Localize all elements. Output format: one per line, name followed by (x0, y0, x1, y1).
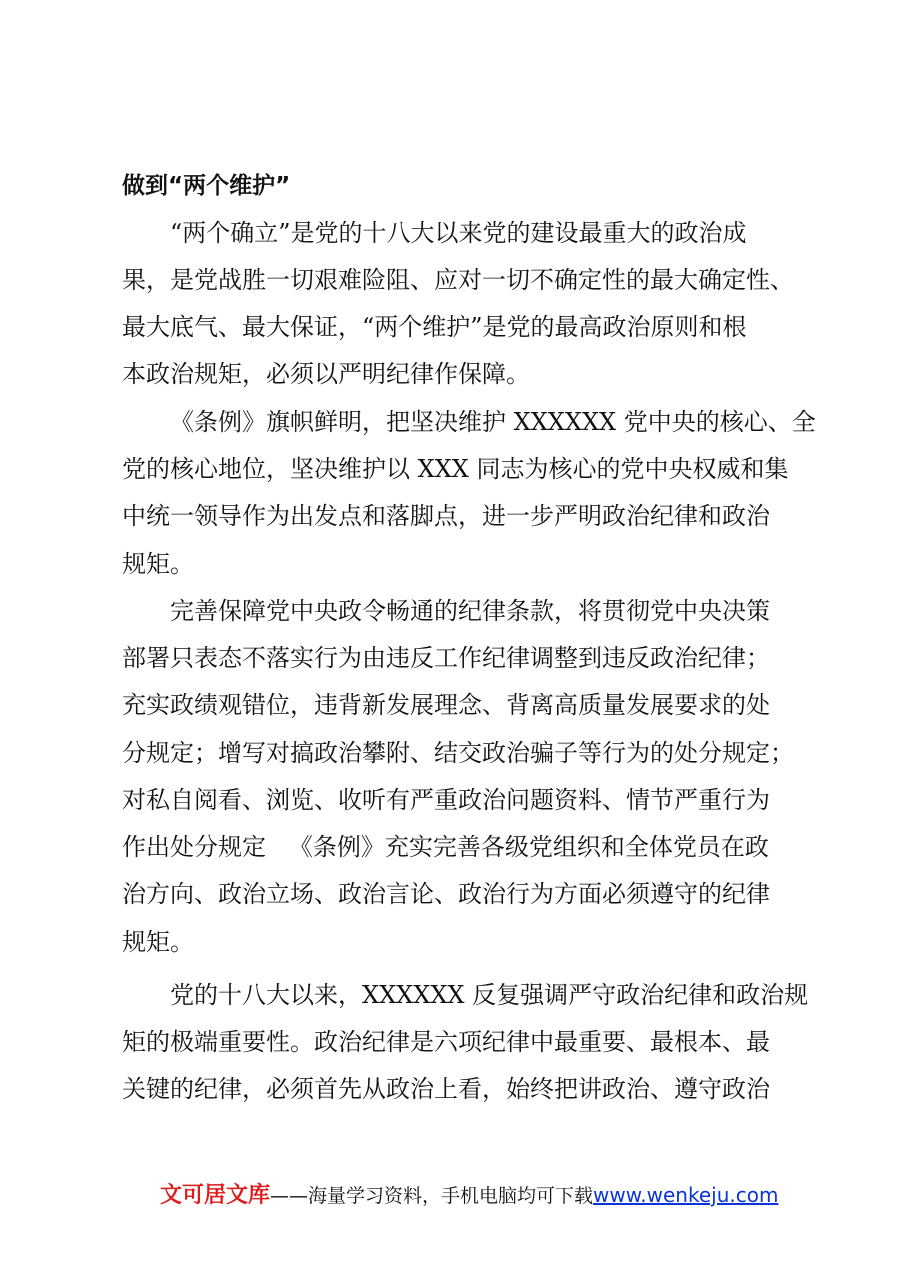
paragraph-line: 党的十八大以来，XXXXXX 反复强调严守政治纪律和政治规 (170, 981, 809, 1009)
paragraph-line: “两个确立”是党的十八大以来党的建设最重大的政治成 (170, 219, 747, 247)
footer-brand: 文可居文库 (160, 1183, 271, 1208)
paragraph-line: 治方向、政治立场、政治言论、政治行为方面必须遵守的纪律 (122, 880, 770, 908)
paragraph-line: 部署只表态不落实行为由违反工作纪律调整到违反政治纪律； (122, 644, 770, 672)
paragraph-line: 《条例》旗帜鲜明，把坚决维护 XXXXXX 党中央的核心、全 (170, 408, 816, 436)
paragraph-line: 作出处分规定 《条例》充实完善各级党组织和全体党员在政 (122, 833, 769, 861)
paragraph-line: 充实政绩观错位，违背新发展理念、背离高质量发展要求的处 (122, 691, 770, 719)
footer-banner (160, 1178, 778, 1213)
paragraph-line: 中统一领导作为出发点和落脚点，进一步严明政治纪律和政治 (122, 502, 770, 530)
paragraph-line: 关键的纪律，必须首先从政治上看，始终把讲政治、遵守政治 (122, 1075, 770, 1103)
paragraph-line: 本政治规矩，必须以严明纪律作保障。 (122, 360, 530, 388)
section-heading: 做到“两个维护” (122, 173, 291, 199)
paragraph-line: 果，是党战胜一切艰难险阻、应对一切不确定性的最大确定性、 (122, 266, 794, 294)
paragraph-line: 对私自阅看、浏览、收听有严重政治问题资料、情节严重行为 (122, 786, 770, 814)
paragraph-line: 分规定；增写对搞政治攀附、结交政治骗子等行为的处分规定； (122, 739, 794, 767)
paragraph-line: 党的核心地位，坚决维护以 XXX 同志为核心的党中央权威和集 (122, 455, 789, 483)
footer-tagline: ——海量学习资料，手机电脑均可下载 (270, 1185, 594, 1207)
paragraph-line: 规矩。 (122, 928, 194, 956)
paragraph-line: 完善保障党中央政令畅通的纪律条款，将贯彻党中央决策 (170, 597, 770, 625)
paragraph-line: 矩的极端重要性。政治纪律是六项纪律中最重要、最根本、最 (122, 1028, 770, 1056)
footer-url-link[interactable]: www.wenkeju.com (593, 1183, 779, 1207)
paragraph-line: 规矩。 (122, 550, 194, 578)
paragraph-line: 最大底气、最大保证，“两个维护”是党的最高政治原则和根 (122, 313, 747, 341)
